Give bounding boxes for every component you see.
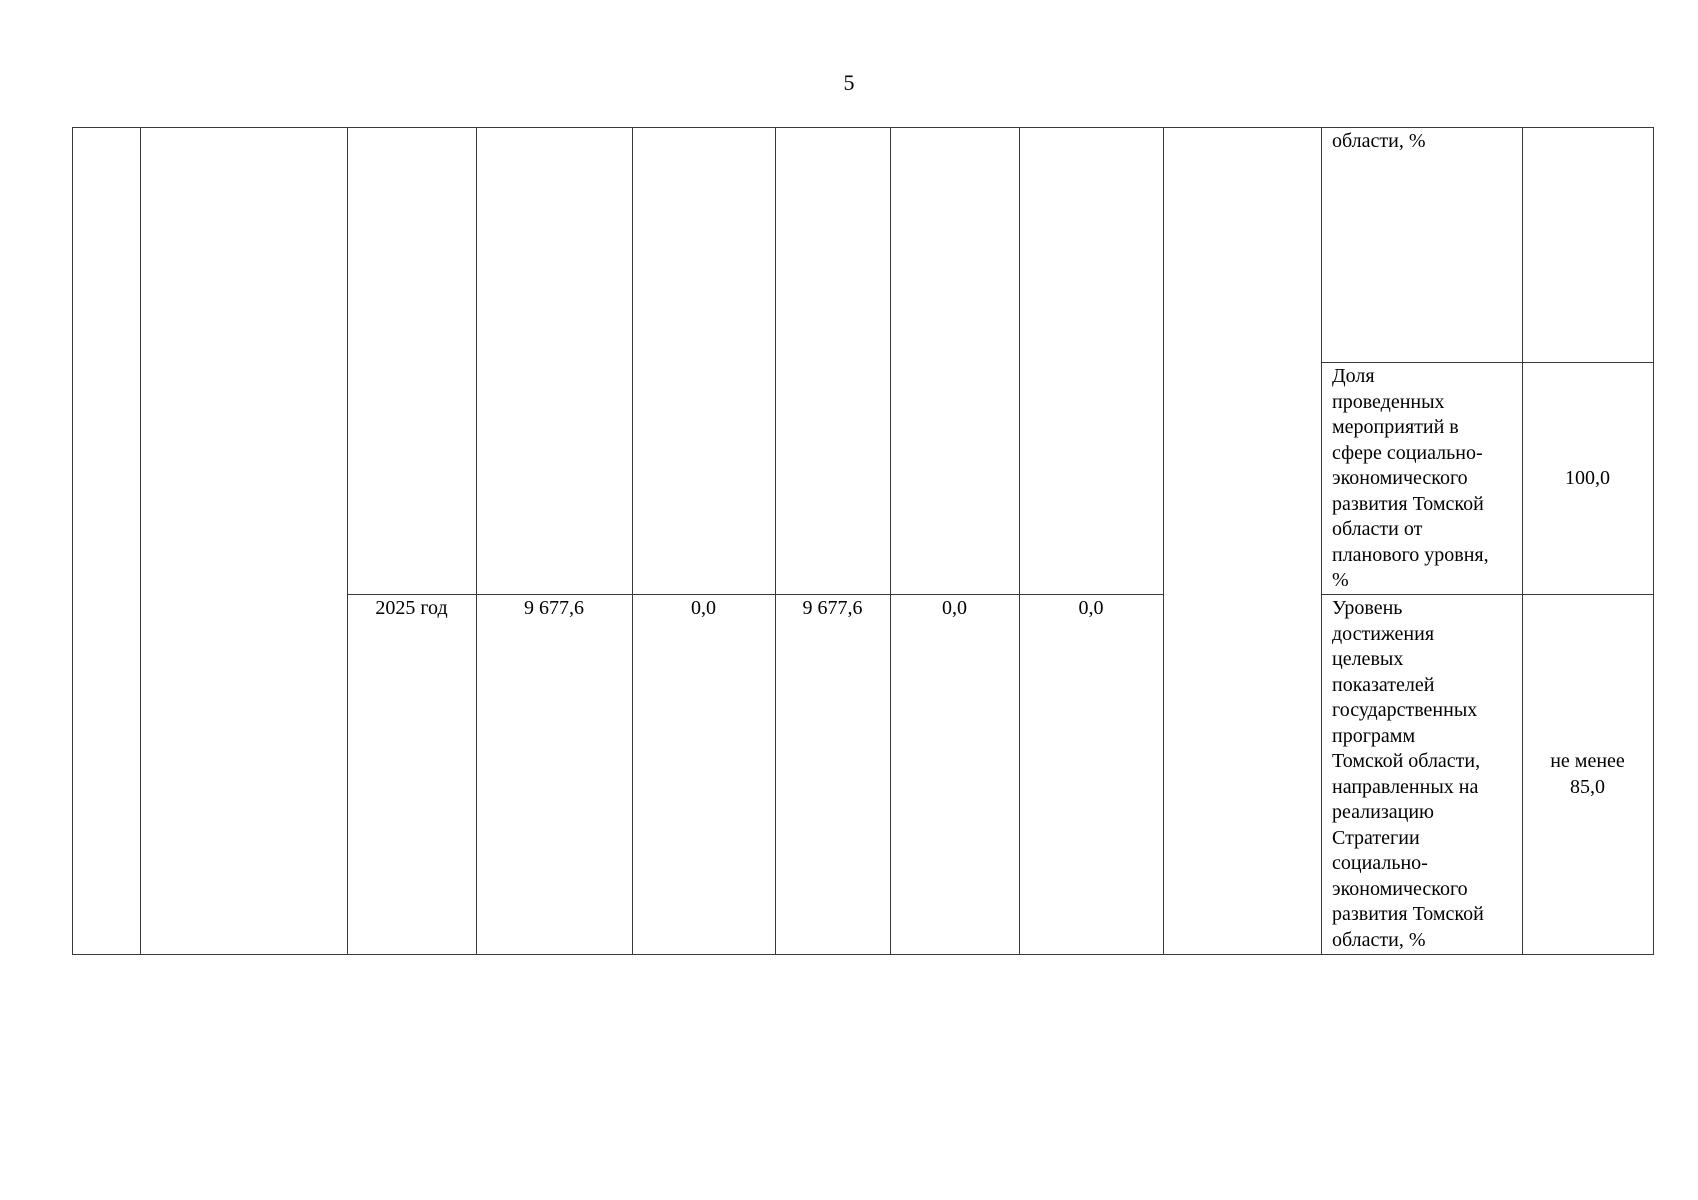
indicator-name-line: достижения: [1332, 622, 1435, 645]
value-cell: 9 677,6: [802, 597, 863, 619]
row-divider-2025: [347, 594, 1164, 595]
value-cell: 0,0: [942, 597, 967, 619]
indicator-name-line: государственных: [1332, 699, 1478, 721]
page-number: 5: [843, 70, 855, 95]
indicator-name-line: показателей: [1332, 673, 1435, 696]
indicator-name-line: Уровень: [1332, 597, 1403, 619]
indicator-value: 85,0: [1570, 775, 1605, 798]
indicator-name-line: проведенных: [1332, 390, 1445, 413]
table-border-top: [72, 127, 1654, 128]
indicator-name-line: социально-: [1332, 852, 1428, 874]
column-divider: [476, 127, 477, 955]
value-cell: 9 677,6: [524, 597, 584, 619]
indicator-name-line: области, %: [1332, 928, 1426, 951]
indicator-name-line: реализацию: [1332, 801, 1434, 823]
value-cell: 0,0: [1078, 597, 1104, 619]
indicator-name-line: программ: [1332, 724, 1416, 747]
period-cell: 2025 год: [375, 597, 448, 619]
column-divider: [72, 127, 73, 955]
indicator-name-line: экономического: [1332, 467, 1468, 489]
indicator-name-line: сфере социально-: [1332, 441, 1483, 464]
indicator-name-line: Доля: [1332, 365, 1375, 387]
column-divider: [775, 127, 776, 955]
column-divider: [140, 127, 141, 955]
indicator-name-line: мероприятий в: [1332, 416, 1459, 438]
indicator-name-line: развития Томской: [1332, 903, 1484, 925]
column-divider: [1522, 127, 1523, 955]
indicator-name-line: развития Томской: [1332, 492, 1484, 515]
indicator-name-line: Томской области,: [1332, 750, 1481, 772]
column-divider: [1163, 127, 1164, 955]
indicator-name-line: экономического: [1332, 877, 1468, 900]
indicator-name-line: планового уровня,: [1332, 543, 1489, 566]
column-divider: [1321, 127, 1322, 955]
indicator-name-line: Стратегии: [1332, 826, 1420, 849]
column-divider: [1653, 127, 1654, 955]
indicator-name-line: направленных на: [1332, 775, 1479, 798]
indicator-divider: [1321, 362, 1654, 363]
column-divider: [347, 127, 348, 955]
indicator-value: 100,0: [1565, 467, 1610, 489]
table-border-bottom: [72, 954, 1654, 955]
column-divider: [632, 127, 633, 955]
column-divider: [1019, 127, 1020, 955]
indicator-value: не менее: [1550, 750, 1625, 772]
column-divider: [890, 127, 891, 955]
indicator-name-line: области, %: [1332, 130, 1426, 152]
indicator-divider: [1321, 594, 1654, 595]
indicator-name-line: области от: [1332, 518, 1423, 540]
indicator-name-line: %: [1332, 569, 1349, 591]
value-cell: 0,0: [691, 597, 716, 619]
indicator-name-line: целевых: [1332, 648, 1404, 670]
